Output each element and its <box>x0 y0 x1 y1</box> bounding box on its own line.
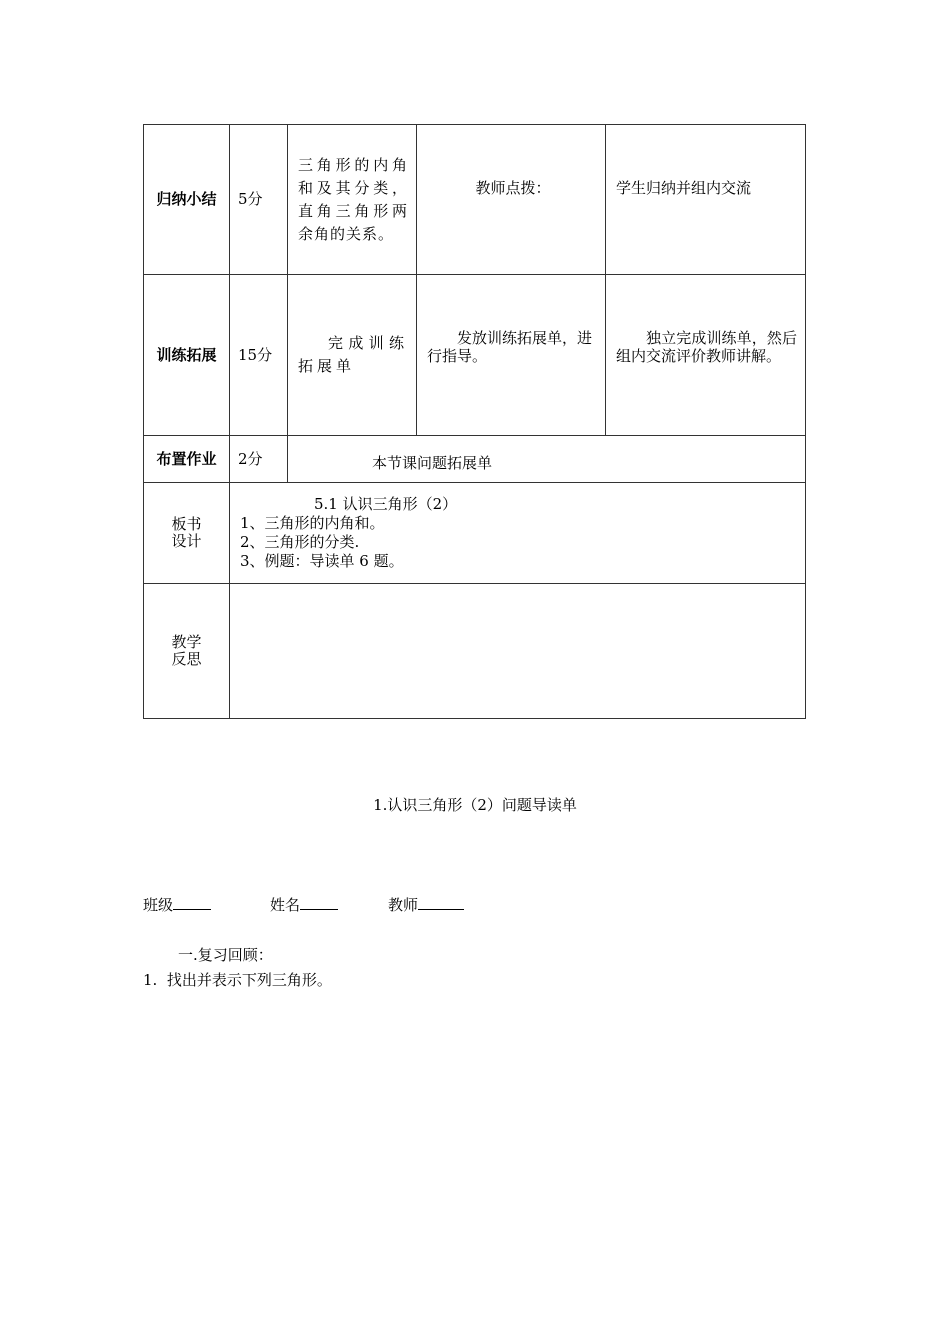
teacher-activity-text: 教师点拨： <box>475 179 551 197</box>
label-line: 板书 <box>171 515 202 533</box>
homework-cell: 本节课问题拓展单 <box>288 436 806 483</box>
label-line: 设计 <box>171 532 202 550</box>
section-heading: 一.复习回顾： <box>178 946 273 964</box>
teacher-activity-cell <box>417 275 606 436</box>
stage-cell: 布置作业 <box>144 436 230 483</box>
board-line: 1、三角形的内角和。 <box>240 514 385 532</box>
teacher-blank <box>418 895 464 910</box>
teacher-label: 教师 <box>388 896 419 914</box>
question-item: 1. 找出并表示下列三角形。 <box>143 971 332 989</box>
teacher-field <box>388 894 464 915</box>
student-activity-cell <box>606 275 806 436</box>
time-cell: 15分 <box>230 275 288 436</box>
name-field <box>270 894 338 915</box>
class-blank <box>173 895 211 910</box>
student-activity-text: 学生归纳并组内交流 <box>616 179 752 197</box>
stage-cell: 训练拓展 <box>144 275 230 436</box>
board-line: 2、三角形的分类. <box>240 533 360 551</box>
content-cell: 完成训练拓展单 <box>288 275 417 436</box>
table-row <box>144 584 806 719</box>
teacher-activity-text: 发放训练拓展单，进行指导。 <box>427 329 593 365</box>
board-line: 3、例题：导读单 6 题。 <box>240 552 404 570</box>
reflection-content <box>230 584 806 719</box>
table-row <box>144 275 806 436</box>
content-cell: 三角形的内角和及其分类，直角三角形两余角的关系。 <box>288 125 417 275</box>
class-label: 班级 <box>143 896 174 914</box>
label-line: 教学 <box>171 633 202 651</box>
table-row <box>144 125 806 275</box>
student-activity-text: 独立完成训练单，然后组内交流评价教师讲解。 <box>616 329 797 365</box>
reflection-label <box>144 584 230 719</box>
table-row <box>144 436 806 483</box>
time-cell: 5分 <box>230 125 288 275</box>
board-design-content <box>230 483 806 584</box>
stage-cell: 归纳小结 <box>144 125 230 275</box>
name-label: 姓名 <box>270 896 301 914</box>
board-heading: 5.1 认识三角形（2） <box>314 495 458 513</box>
name-blank <box>300 895 338 910</box>
board-design-label <box>144 483 230 584</box>
student-activity-cell <box>606 125 806 275</box>
time-cell: 2分 <box>230 436 288 483</box>
worksheet-title: 1.认识三角形（2）问题导读单 <box>373 796 577 814</box>
lesson-plan-table <box>143 124 806 719</box>
table-row <box>144 483 806 584</box>
label-line: 反思 <box>171 650 202 668</box>
class-field <box>143 894 211 915</box>
teacher-activity-cell <box>417 125 606 275</box>
